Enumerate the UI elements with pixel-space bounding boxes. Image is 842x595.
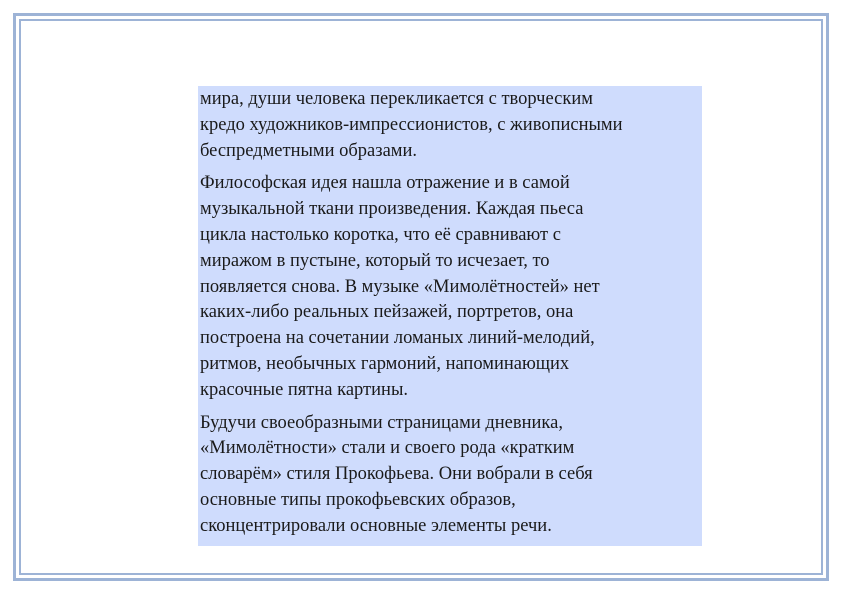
paragraph-3: Будучи своеобразными страницами дневника, «Мимолётности» стали и своего рода «кратким словарём» стиля Прокофьева. Они вобрали в себя основные типы прокофьевских образов, сконцентрировали основные элементы речи. (200, 412, 593, 536)
paragraph-2: Философская идея нашла отражение и в самой музыкальной ткани произведения. Каждая пьеса цикла настолько коротка, что её сравнивают с миражом в пустыне, который то исчезает, то появляется снова. В музыке «Мимолётностей» нет каких-либо реальных пейзажей, портретов, она построена на сочетании ломаных линий-мелодий, ритмов, необычных гармоний, напоминающих красочные пятна картины. (200, 173, 600, 400)
paragraph-1: мира, души человека перекликается с творческим кредо художников-импрессионистов, с живописными беспредметными образами. (200, 89, 623, 161)
text-box[interactable] (198, 86, 702, 546)
